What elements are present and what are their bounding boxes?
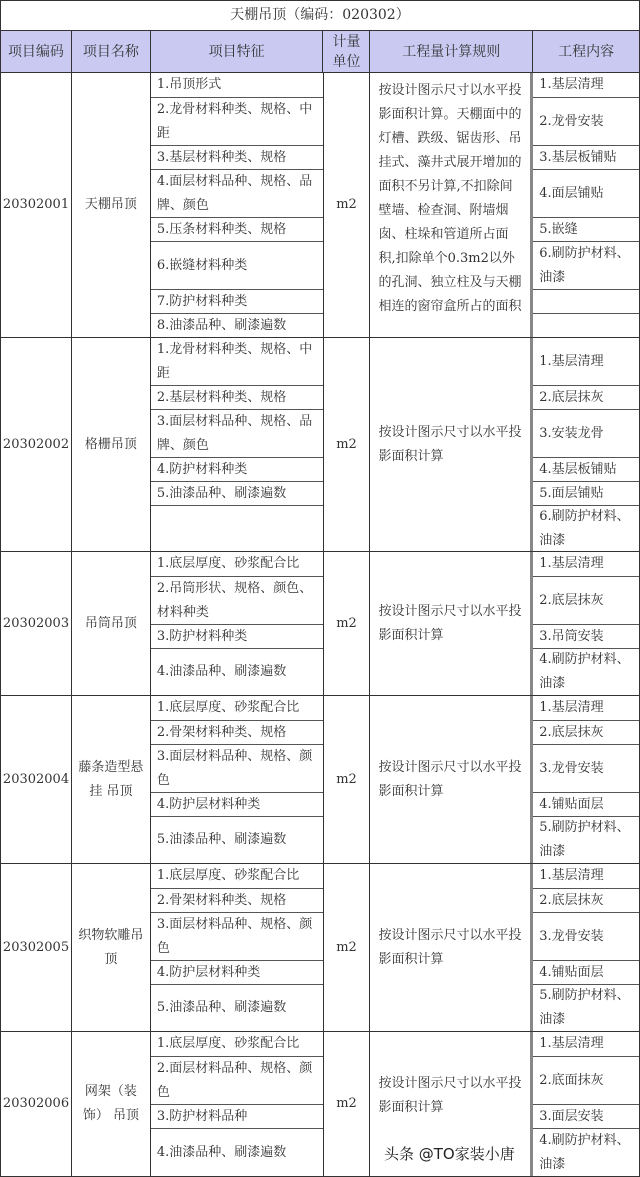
feature-item: 4.面层材料品种、规格、品牌、颜色 <box>151 170 323 218</box>
work-content-item: 3.安装龙骨 <box>533 410 639 458</box>
work-content-item: 4.面层铺贴 <box>533 170 639 218</box>
item-name: 织物软雕吊顶 <box>72 864 151 1031</box>
work-content-item: 5.嵌缝 <box>533 218 639 242</box>
feature-item: 2.骨架材料种类、规格 <box>151 721 323 745</box>
feature-item: 1.底层厚度、砂浆配合比 <box>151 1032 323 1057</box>
work-content-item <box>533 290 639 314</box>
calc-rule: 按设计图示尺寸以水平投影面积计算 <box>370 1032 533 1176</box>
work-content-item: 4.铺贴面层 <box>533 961 639 985</box>
work-content-item-list <box>533 864 640 1031</box>
work-content-item-list <box>533 338 640 551</box>
table-title: 天棚吊顶（编码：020302） <box>1 1 640 31</box>
item-name: 格栅吊顶 <box>72 338 151 551</box>
work-content-item: 4.刷防护材料、油漆 <box>539 652 630 691</box>
item-name: 吊筒吊顶 <box>72 552 151 695</box>
work-content-item: 3.基层板铺贴 <box>533 146 639 170</box>
work-content-item: 5.刷防护材料、油漆 <box>539 988 630 1027</box>
table-row <box>1 73 640 338</box>
calc-rule: 按设计图示尺寸以水平投影面积计算 <box>370 864 533 1031</box>
work-content-item: 4.基层板铺贴 <box>533 458 639 482</box>
work-content-item: 2.底层抹灰 <box>533 386 639 410</box>
item-code: 20302001 <box>1 73 72 337</box>
work-content-item: 5.面层铺贴 <box>533 482 639 506</box>
header-name: 项目名称 <box>72 31 151 72</box>
feature-item-list <box>151 696 324 863</box>
work-content-item: 6.刷防护材料、油漆 <box>533 242 639 290</box>
work-content-item: 2.底层抹灰 <box>533 577 639 625</box>
calc-rule: 按设计图示尺寸以水平投影面积计算 <box>370 338 533 551</box>
feature-item: 2.吊筒形状、规格、颜色、材料种类 <box>151 577 323 625</box>
work-content-item: 2.龙骨安装 <box>533 98 639 146</box>
feature-item: 1.龙骨材料种类、规格、中距 <box>151 338 323 386</box>
header-row <box>1 31 640 73</box>
watermark: 头条 @TO家装小唐 <box>384 1145 515 1163</box>
feature-item-list <box>151 73 324 337</box>
item-name: 网架（装饰） 吊顶 <box>72 1032 151 1176</box>
work-content-item: 1.基层清理 <box>533 73 639 98</box>
feature-item: 2.骨架材料种类、规格 <box>151 889 323 913</box>
feature-item-list <box>151 552 324 695</box>
feature-item: 8.油漆品种、刷漆遍数 <box>156 317 287 333</box>
work-content-item: 6.刷防护材料、油漆 <box>539 508 630 548</box>
work-content-item: 2.底面抹灰 <box>533 1057 639 1105</box>
feature-item: 4.油漆品种、刷漆遍数 <box>156 664 287 679</box>
feature-item: 4.防护层材料种类 <box>151 961 323 985</box>
feature-item: 4.油漆品种、刷漆遍数 <box>156 1144 287 1160</box>
unit: m2 <box>324 73 371 337</box>
feature-item-list <box>151 338 324 551</box>
table-row <box>1 864 640 1032</box>
work-content-item: 3.龙骨安装 <box>533 913 639 961</box>
work-content-item: 2.底层抹灰 <box>533 889 639 913</box>
item-code: 20302005 <box>1 864 72 1031</box>
feature-item: 1.底层厚度、砂浆配合比 <box>151 552 323 577</box>
work-content-item-list <box>533 552 640 695</box>
feature-item: 2.面层材料品种、规格、颜色 <box>151 1057 323 1105</box>
feature-item: 2.基层材料种类、规格 <box>151 386 323 410</box>
header-contents: 工程内容 <box>533 31 640 72</box>
work-content-item: 2.底层抹灰 <box>533 721 639 745</box>
header-unit: 计量单位 <box>323 31 370 72</box>
item-name: 藤条造型悬挂 吊顶 <box>72 696 151 863</box>
table-row <box>1 338 640 552</box>
calc-rule: 按设计图示尺寸以水平投影面积计算。天棚面中的灯槽、跌级、锯齿形、吊挂式、藻井式展开增加的面积不另计算,不扣除间壁墙、检查洞、附墙烟囱、柱垛和管道所占面积,扣除单个0.3m2以外的孔洞、独立柱及与天棚相连的窗帘盒所占的面积 <box>370 73 533 337</box>
feature-item: 3.基层材料种类、规格 <box>151 146 323 170</box>
work-content-item: 4.铺贴面层 <box>533 793 639 817</box>
work-content-item: 1.基层清理 <box>533 696 639 721</box>
header-features: 项目特征 <box>151 31 324 72</box>
work-content-item: 3.面层安装 <box>533 1105 639 1129</box>
unit: m2 <box>324 338 371 551</box>
work-content-item: 1.基层清理 <box>533 338 639 386</box>
work-content-item: 4.刷防护材料、油漆 <box>539 1132 630 1172</box>
feature-item: 5.油漆品种、刷漆遍数 <box>151 482 323 506</box>
feature-item: 4.防护材料种类 <box>151 458 323 482</box>
feature-item: 1.底层厚度、砂浆配合比 <box>151 696 323 721</box>
calc-rule: 按设计图示尺寸以水平投影面积计算 <box>370 696 533 863</box>
item-name: 天棚吊顶 <box>72 73 151 337</box>
unit: m2 <box>324 696 371 863</box>
header-code: 项目编码 <box>1 31 72 72</box>
feature-item: 5.油漆品种、刷漆遍数 <box>156 1000 287 1015</box>
work-content-item-list <box>533 696 640 863</box>
work-content-item: 3.吊筒安装 <box>533 625 639 649</box>
feature-item: 3.面层材料品种、规格、颜色 <box>151 913 323 961</box>
feature-item-list <box>151 864 324 1031</box>
work-content-item-list <box>533 73 640 337</box>
feature-item: 1.吊顶形式 <box>151 73 323 98</box>
item-code: 20302002 <box>1 338 72 551</box>
work-content-item <box>533 314 639 337</box>
work-content-item: 5.刷防护材料、油漆 <box>539 820 630 859</box>
table-row <box>1 1032 640 1177</box>
item-code: 20302004 <box>1 696 72 863</box>
feature-item: 5.压条材料种类、规格 <box>151 218 323 242</box>
table-row <box>1 696 640 864</box>
unit: m2 <box>324 864 371 1031</box>
header-rule: 工程量计算规则 <box>370 31 533 72</box>
work-content-item: 3.龙骨安装 <box>533 745 639 793</box>
item-code: 20302003 <box>1 552 72 695</box>
calc-rule: 按设计图示尺寸以水平投影面积计算 <box>370 552 533 695</box>
feature-item: 3.防护材料种类 <box>151 625 323 649</box>
work-content-item: 1.基层清理 <box>533 1032 639 1057</box>
feature-item-list <box>151 1032 324 1176</box>
feature-item: 5.油漆品种、刷漆遍数 <box>156 832 287 847</box>
feature-item: 2.龙骨材料种类、规格、中距 <box>151 98 323 146</box>
feature-item: 3.面层材料品种、规格、颜色 <box>151 745 323 793</box>
feature-item: 7.防护材料种类 <box>151 290 323 314</box>
feature-item: 1.底层厚度、砂浆配合比 <box>151 864 323 889</box>
feature-item: 4.防护层材料种类 <box>151 793 323 817</box>
feature-item: 3.防护材料品种 <box>151 1105 323 1129</box>
work-content-item-list <box>533 1032 640 1176</box>
table-row <box>1 552 640 696</box>
work-content-item: 1.基层清理 <box>533 552 639 577</box>
feature-item: 6.嵌缝材料种类 <box>151 242 323 290</box>
feature-item <box>151 506 323 551</box>
unit: m2 <box>324 552 371 695</box>
item-code: 20302006 <box>1 1032 72 1176</box>
unit: m2 <box>324 1032 371 1176</box>
work-content-item: 1.基层清理 <box>533 864 639 889</box>
feature-item: 3.面层材料品种、规格、品牌、颜色 <box>151 410 323 458</box>
